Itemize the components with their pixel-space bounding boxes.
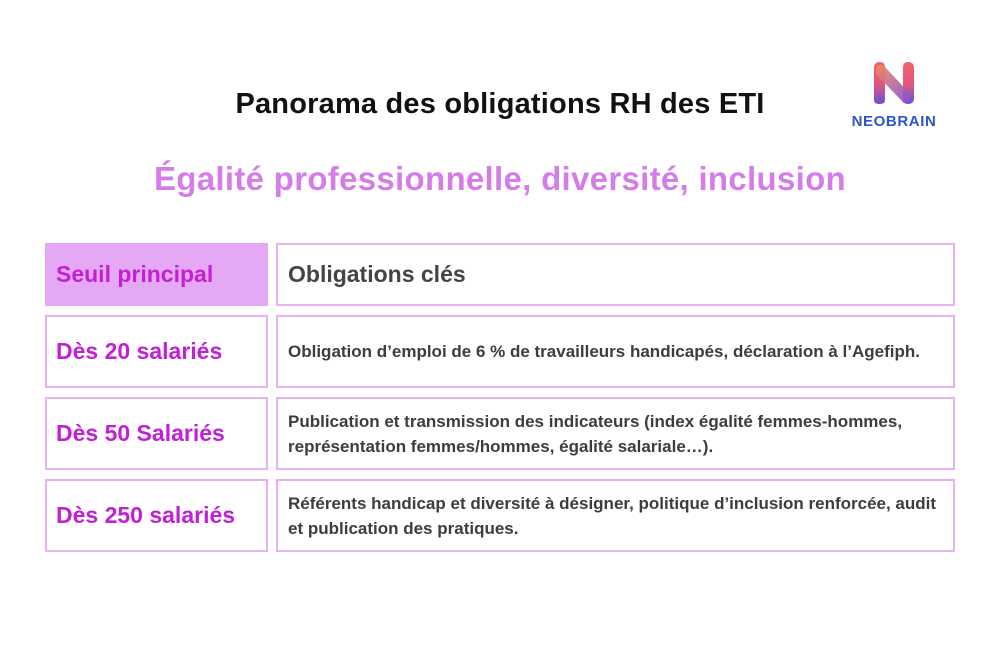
obligation-cell: [276, 315, 955, 388]
obligation-cell: [276, 397, 955, 470]
header-cell-threshold: [45, 243, 268, 306]
obligation-text: Référents handicap et diversité à désigner, politique d’inclusion renforcée, audit et publication des pratiques.: [288, 493, 937, 538]
table-row: [45, 479, 955, 552]
table-row: [45, 315, 955, 388]
threshold-label: Dès 250 salariés: [56, 502, 236, 528]
neobrain-n-logo-icon: [870, 60, 918, 106]
threshold-cell: [45, 479, 268, 552]
obligation-text: Publication et transmission des indicateurs (index égalité femmes-hommes, représentation femmes/hommes, égalité salariale…).: [288, 411, 903, 456]
obligations-table: [45, 243, 955, 561]
header-cell-obligations: [276, 243, 955, 306]
threshold-label: Dès 20 salariés: [56, 338, 223, 364]
obligation-text: Obligation d’emploi de 6 % de travailleurs handicapés, déclaration à l’Agefiph.: [288, 342, 920, 361]
threshold-label: Dès 50 Salariés: [56, 420, 225, 446]
section-subtitle: Égalité professionnelle, diversité, inclusion: [153, 160, 846, 197]
page-title: Panorama des obligations RH des ETI: [235, 88, 765, 120]
table-header-row: [45, 243, 955, 306]
threshold-cell: [45, 397, 268, 470]
table-row: [45, 397, 955, 470]
brand-name: NEOBRAIN: [851, 113, 937, 130]
threshold-cell: [45, 315, 268, 388]
brand-logo: [848, 60, 940, 132]
obligation-cell: [276, 479, 955, 552]
header-obligations-label: Obligations clés: [288, 261, 466, 287]
header-threshold-label: Seuil principal: [56, 261, 214, 287]
